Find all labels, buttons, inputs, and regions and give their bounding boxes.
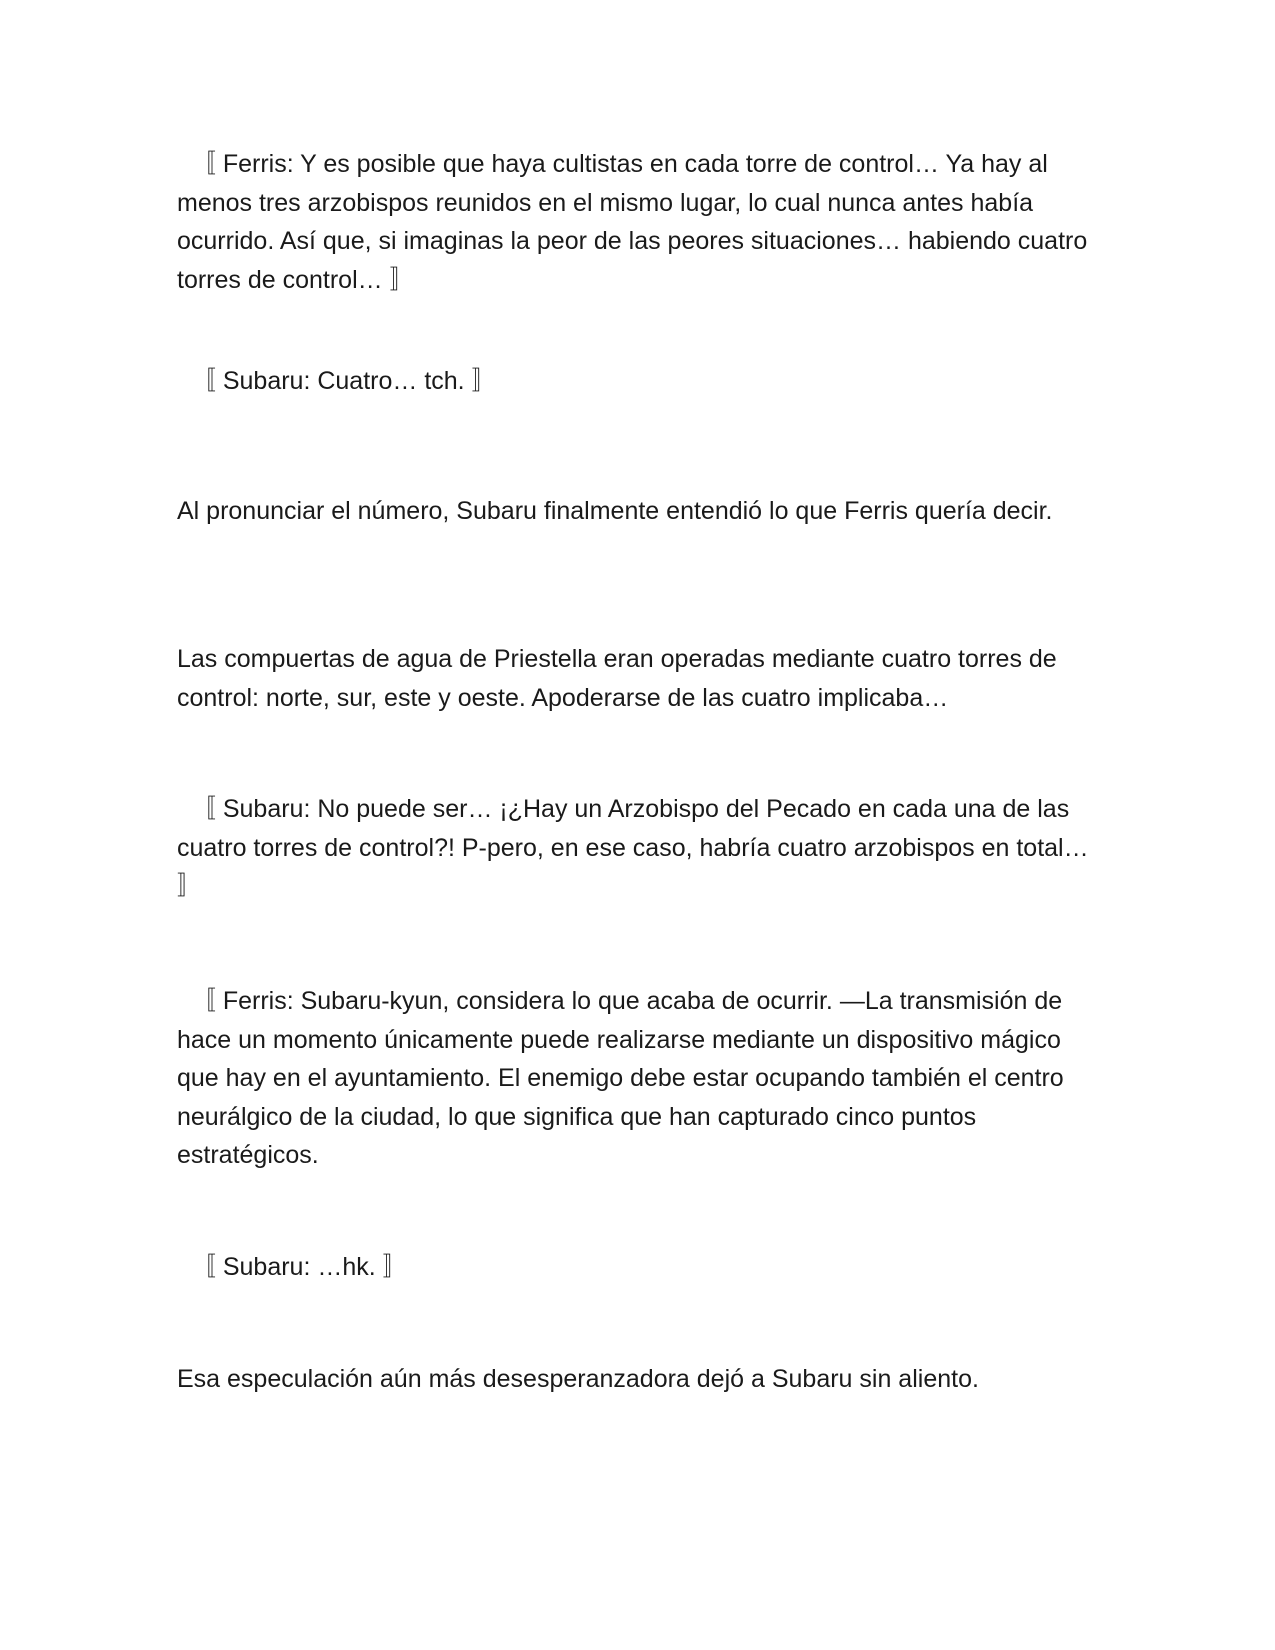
paragraph-narration-3: Esa especulación aún más desesperanzadora dejó a Subaru sin aliento. [177, 1365, 979, 1393]
paragraph-ferris-dialogue-1: 〚 Ferris: Y es posible que haya cultistas en cada torre de control… Ya hay al menos tres arzobispos reunidos en el mismo lugar, lo cual nunca antes había ocurrido. Así que, si imaginas la peor de las peores situaciones… habiendo cuatro torres de control… 〛 [177, 150, 1088, 294]
paragraph-subaru-dialogue-1: 〚 Subaru: Cuatro… tch. 〛 [177, 367, 497, 395]
paragraph-ferris-dialogue-2: 〚 Ferris: Subaru-kyun, considera lo que acaba de ocurrir. —La transmisión de hace un momento únicamente puede realizarse mediante un dispositivo mágico que hay en el ayuntamiento. El enemigo debe estar ocupando también el centro neurálgico de la ciudad, lo que significa que han capturado cinco puntos estratégicos. [177, 987, 1064, 1169]
paragraph-subaru-dialogue-2: 〚 Subaru: No puede ser… ¡¿Hay un Arzobispo del Pecado en cada una de las cuatro torres de control?! P-pero, en ese caso, habría cuatro arzobispos en total… 〛 [177, 795, 1089, 900]
paragraph-narration-1: Al pronunciar el número, Subaru finalmente entendió lo que Ferris quería decir. [177, 497, 1053, 525]
paragraph-narration-2: Las compuertas de agua de Priestella eran operadas mediante cuatro torres de control: norte, sur, este y oeste. Apoderarse de las cuatro implicaba… [177, 645, 1057, 712]
paragraph-subaru-dialogue-3: 〚 Subaru: …hk. 〛 [177, 1253, 408, 1281]
